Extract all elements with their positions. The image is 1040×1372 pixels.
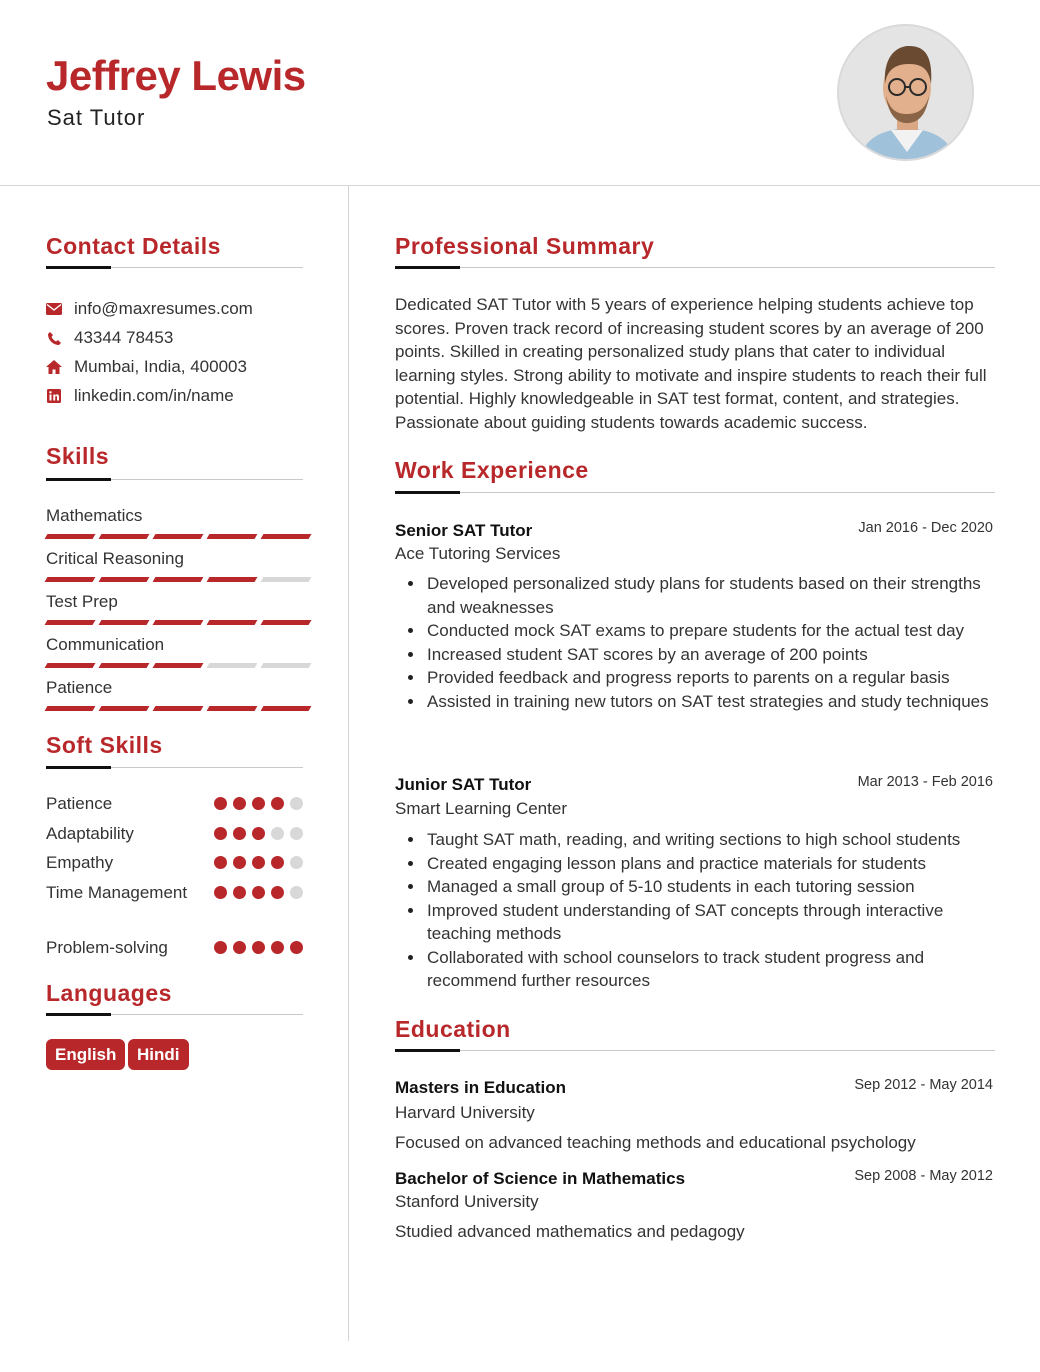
school-name: Stanford University — [395, 1192, 539, 1211]
experience-heading-rule — [395, 492, 995, 493]
rating-dot — [271, 797, 284, 810]
skill-name: Patience — [46, 678, 113, 697]
skill-level-bar — [46, 534, 310, 539]
skill-level-segment — [45, 534, 96, 539]
contact-address-text: Mumbai, India, 400003 — [74, 357, 247, 376]
soft-skill-name: Time Management — [46, 883, 188, 902]
degree-title: Masters in Education — [395, 1078, 566, 1097]
soft-skill-rating — [214, 827, 304, 840]
contact-address — [46, 357, 247, 377]
contact-heading-rule — [46, 267, 303, 268]
rating-dot — [214, 886, 227, 899]
rating-dot — [214, 797, 227, 810]
contact-phone[interactable] — [46, 328, 173, 348]
skill-level-segment — [261, 620, 312, 625]
linkedin-icon — [46, 388, 62, 404]
job-bullets — [427, 572, 997, 713]
rating-dot — [252, 886, 265, 899]
skill-level-segment — [207, 534, 258, 539]
skill-level-segment — [99, 534, 150, 539]
resume-header — [0, 0, 1040, 186]
contact-linkedin-text: linkedin.com/in/name — [74, 386, 234, 405]
soft-skill-rating — [214, 886, 304, 899]
rating-dot — [252, 856, 265, 869]
skill-level-segment — [99, 577, 150, 582]
rating-dot — [214, 827, 227, 840]
contact-linkedin[interactable] — [46, 386, 234, 406]
soft-skill-name: Adaptability — [46, 824, 134, 843]
skill-level-segment — [153, 706, 204, 711]
soft-skill-name: Problem-solving — [46, 938, 168, 957]
rating-dot — [233, 856, 246, 869]
rating-dot — [271, 941, 284, 954]
list-item: Managed a small group of 5-10 students in each tutoring session — [427, 875, 997, 899]
job-company: Ace Tutoring Services — [395, 544, 561, 563]
skill-name: Mathematics — [46, 506, 143, 525]
skill-name: Communication — [46, 635, 165, 654]
skill-level-segment — [153, 620, 204, 625]
job-dates: Mar 2013 - Feb 2016 — [857, 774, 993, 790]
rating-dot — [290, 797, 303, 810]
soft-skill-rating — [214, 797, 304, 810]
job-dates: Jan 2016 - Dec 2020 — [858, 520, 993, 536]
contact-heading: Contact Details — [46, 233, 221, 259]
contact-phone-text: 43344 78453 — [74, 328, 174, 347]
soft-skills-heading: Soft Skills — [46, 732, 163, 758]
skill-name: Critical Reasoning — [46, 549, 184, 568]
list-item: Improved student understanding of SAT concepts through interactive teaching methods — [427, 899, 997, 946]
candidate-title: Sat Tutor — [47, 105, 146, 130]
rating-dot — [290, 856, 303, 869]
skill-level-segment — [99, 663, 150, 668]
language-badge-hindi: Hindi — [128, 1039, 189, 1070]
rating-dot — [252, 941, 265, 954]
job-bullets — [427, 828, 997, 993]
education-heading: Education — [395, 1016, 511, 1042]
school-name: Harvard University — [395, 1103, 535, 1122]
degree-title: Bachelor of Science in Mathematics — [395, 1169, 686, 1188]
rating-dot — [252, 797, 265, 810]
rating-dot — [271, 886, 284, 899]
column-divider — [348, 186, 349, 1341]
candidate-name: Jeffrey Lewis — [46, 52, 306, 99]
rating-dot — [214, 941, 227, 954]
soft-skills-heading-rule — [46, 767, 303, 768]
skill-level-segment — [45, 663, 96, 668]
skill-level-segment — [45, 620, 96, 625]
education-heading-rule — [395, 1050, 995, 1051]
job-title: Junior SAT Tutor — [395, 775, 532, 794]
list-item: Assisted in training new tutors on SAT test strategies and study techniques — [427, 690, 997, 714]
soft-skill-rating — [214, 856, 304, 869]
skill-level-segment — [207, 663, 258, 668]
skill-level-bar — [46, 577, 310, 582]
experience-heading: Work Experience — [395, 457, 589, 483]
rating-dot — [290, 886, 303, 899]
skill-level-segment — [45, 577, 96, 582]
list-item: Created engaging lesson plans and practice materials for students — [427, 852, 997, 876]
list-item: Provided feedback and progress reports to parents on a regular basis — [427, 666, 997, 690]
rating-dot — [233, 941, 246, 954]
language-badge-english: English — [46, 1039, 125, 1070]
skill-level-segment — [153, 534, 204, 539]
education-dates: Sep 2008 - May 2012 — [854, 1168, 993, 1184]
skill-level-segment — [99, 706, 150, 711]
skill-level-bar — [46, 706, 310, 711]
skill-level-segment — [261, 577, 312, 582]
job-company: Smart Learning Center — [395, 799, 567, 818]
list-item: Developed personalized study plans for students based on their strengths and weaknesses — [427, 572, 997, 619]
soft-skill-name: Empathy — [46, 853, 114, 872]
soft-skill-rating — [214, 941, 304, 954]
rating-dot — [252, 827, 265, 840]
skill-name: Test Prep — [46, 592, 118, 611]
home-icon — [46, 359, 62, 375]
rating-dot — [233, 797, 246, 810]
contact-email-text: info@maxresumes.com — [74, 299, 253, 318]
summary-heading-rule — [395, 267, 995, 268]
list-item: Taught SAT math, reading, and writing sections to high school students — [427, 828, 997, 852]
profile-photo — [837, 24, 974, 161]
summary-text: Dedicated SAT Tutor with 5 years of experience helping students achieve top scores. Proven track record of increasing student scores by an average of 200 points. Skilled in creating personalized study plans that cater to individual learning styles. Strong ability to motivate and inspire students to reach their full potential. Highly knowledgeable in SAT test format, content, and strategies. Passionate about guiding students towards academic success. — [395, 295, 987, 432]
education-description: Studied advanced mathematics and pedagogy — [395, 1222, 745, 1241]
summary-heading: Professional Summary — [395, 233, 655, 259]
languages-heading-rule — [46, 1014, 303, 1015]
list-item: Conducted mock SAT exams to prepare students for the actual test day — [427, 619, 997, 643]
languages-heading: Languages — [46, 980, 172, 1006]
rating-dot — [290, 941, 303, 954]
rating-dot — [233, 886, 246, 899]
phone-icon — [46, 330, 62, 346]
envelope-icon — [46, 301, 62, 317]
skills-heading-rule — [46, 479, 303, 480]
education-dates: Sep 2012 - May 2014 — [854, 1077, 993, 1093]
contact-email[interactable] — [46, 299, 253, 319]
skill-level-segment — [45, 706, 96, 711]
skills-heading: Skills — [46, 443, 110, 469]
skill-level-segment — [261, 663, 312, 668]
skill-level-segment — [261, 534, 312, 539]
rating-dot — [214, 856, 227, 869]
skill-level-bar — [46, 663, 310, 668]
skill-level-segment — [207, 706, 258, 711]
skill-level-segment — [207, 577, 258, 582]
skill-level-segment — [207, 620, 258, 625]
rating-dot — [271, 856, 284, 869]
rating-dot — [290, 827, 303, 840]
rating-dot — [233, 827, 246, 840]
skill-level-segment — [261, 706, 312, 711]
soft-skill-name: Patience — [46, 794, 113, 813]
skill-level-segment — [153, 663, 204, 668]
skill-level-segment — [153, 577, 204, 582]
list-item: Increased student SAT scores by an average of 200 points — [427, 643, 997, 667]
education-description: Focused on advanced teaching methods and educational psychology — [395, 1133, 916, 1152]
rating-dot — [271, 827, 284, 840]
skill-level-bar — [46, 620, 310, 625]
job-title: Senior SAT Tutor — [395, 521, 533, 540]
list-item: Collaborated with school counselors to track student progress and recommend further resources — [427, 946, 997, 993]
skill-level-segment — [99, 620, 150, 625]
